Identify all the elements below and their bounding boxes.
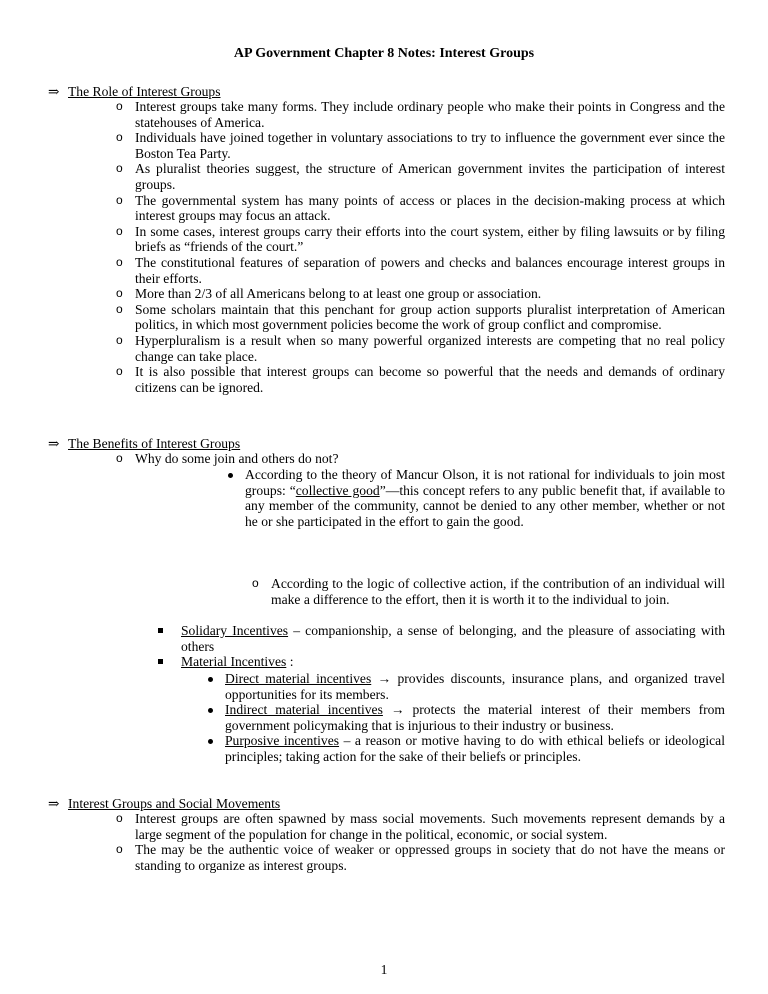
circle-bullet-icon: o bbox=[116, 99, 123, 113]
list-item: o According to the logic of collective action, if the contribution of an individual will make a difference to the effort, then it is worth it to the individual to join. bbox=[252, 576, 725, 607]
square-bullet-icon bbox=[158, 628, 163, 633]
collective-action-list bbox=[252, 576, 725, 607]
section-title: The Role of Interest Groups bbox=[68, 84, 221, 99]
list-item: o Interest groups are often spawned by mass social movements. Such movements represent demands by a large segment of the population for change in the political, economic, or social system. bbox=[116, 811, 725, 842]
circle-bullet-icon: o bbox=[116, 223, 123, 238]
olson-theory-list bbox=[245, 467, 725, 529]
dot-bullet-icon bbox=[208, 677, 213, 682]
circle-bullet-icon: o bbox=[252, 576, 259, 590]
circle-bullet-icon: o bbox=[116, 161, 123, 176]
direct-incentives-term: Direct material incentives bbox=[225, 671, 372, 686]
circle-bullet-icon: o bbox=[116, 451, 123, 465]
collective-good-term: collective good bbox=[295, 482, 380, 498]
list-item: o Interest groups take many forms. They include ordinary people who make their points in Congress and the statehouses of America. bbox=[116, 99, 725, 130]
circle-bullet-icon: o bbox=[116, 301, 123, 316]
list-item: Indirect material incentives → protects the material interest of their members from government policymaking that is injurious to their industry or business. bbox=[225, 702, 725, 733]
circle-bullet-icon: o bbox=[116, 254, 123, 269]
circle-bullet-icon: o bbox=[116, 842, 123, 857]
list-item: o Individuals have joined together in voluntary associations to try to influence the government ever since the Boston Tea Party. bbox=[116, 130, 725, 161]
benefits-question-list bbox=[116, 451, 725, 467]
role-list bbox=[116, 99, 725, 395]
arrow-bullet-icon: ⇒ bbox=[48, 84, 60, 99]
list-item: o The constitutional features of separation of powers and checks and balances encourage interest groups in their efforts. bbox=[116, 254, 725, 286]
page-number: 1 bbox=[380, 962, 388, 977]
circle-bullet-icon: o bbox=[116, 192, 123, 207]
square-bullet-icon bbox=[158, 659, 163, 664]
list-item: o The governmental system has many points of access or places in the decision-making process at which interest groups may focus an attack. bbox=[116, 192, 725, 224]
list-item: o In some cases, interest groups carry their efforts into the court system, either by filing lawsuits or by filing briefs as “friends of the court.” bbox=[116, 223, 725, 255]
circle-bullet-icon: o bbox=[116, 364, 123, 379]
list-item: o It is also possible that interest groups can become so powerful that the needs and demands of ordinary citizens can be ignored. bbox=[116, 364, 725, 395]
list-item: Solidary Incentives – companionship, a sense of belonging, and the pleasure of associating with others bbox=[181, 623, 725, 654]
list-item: o Some scholars maintain that this penchant for group action supports pluralist interpretation of American politics, in which most government policies become the work of group conflict and compromise. bbox=[116, 301, 725, 333]
circle-bullet-icon: o bbox=[116, 811, 123, 825]
material-incentives-term: Material Incentives bbox=[181, 654, 287, 670]
list-item: Direct material incentives → provides discounts, insurance plans, and organized travel opportunities for its members. bbox=[225, 671, 725, 702]
list-item: o Hyperpluralism is a result when so many powerful organized interests are competing that no real policy change can take place. bbox=[116, 332, 725, 364]
list-item: o More than 2/3 of all Americans belong to at least one group or association. bbox=[116, 286, 542, 302]
circle-bullet-icon: o bbox=[116, 130, 123, 145]
dot-bullet-icon bbox=[208, 739, 213, 744]
indirect-incentives-term: Indirect material incentives bbox=[225, 702, 383, 718]
circle-bullet-icon: o bbox=[116, 332, 123, 347]
incentives-list bbox=[181, 623, 725, 670]
list-item: Purposive incentives – a reason or motive having to do with ethical beliefs or ideological principles; taking action for the sake of their beliefs or principles. bbox=[225, 733, 725, 764]
list-item: o The may be the authentic voice of weaker or oppressed groups in society that do not have the means or standing to organize as interest groups. bbox=[116, 842, 725, 873]
document-title: AP Government Chapter 8 Notes: Interest Groups bbox=[233, 46, 535, 61]
dot-bullet-icon bbox=[208, 708, 213, 713]
section-title: Interest Groups and Social Movements bbox=[68, 796, 281, 811]
circle-bullet-icon: o bbox=[116, 286, 123, 301]
arrow-bullet-icon: ⇒ bbox=[48, 796, 60, 811]
social-movements-list bbox=[116, 811, 725, 873]
list-item: Material Incentives : bbox=[181, 654, 725, 670]
list-item: According to the theory of Mancur Olson, it is not rational for individuals to join most groups: “collective good”—this concept refers to any public benefit that, if available to any member of the community, cannot be denied to any other member, whether or not he or she participated in the effort to gain the good. bbox=[245, 467, 725, 529]
list-item: o As pluralist theories suggest, the structure of American government invites the participation of interest groups. bbox=[116, 161, 725, 192]
solidary-incentives-term: Solidary Incentives bbox=[181, 623, 289, 638]
dot-bullet-icon bbox=[228, 473, 233, 478]
section-title: The Benefits of Interest Groups bbox=[68, 436, 241, 451]
material-incentives-list bbox=[225, 671, 725, 765]
purposive-incentives-term: Purposive incentives bbox=[225, 733, 340, 749]
list-item: o Why do some join and others do not? bbox=[116, 451, 339, 466]
arrow-bullet-icon: ⇒ bbox=[48, 436, 60, 451]
